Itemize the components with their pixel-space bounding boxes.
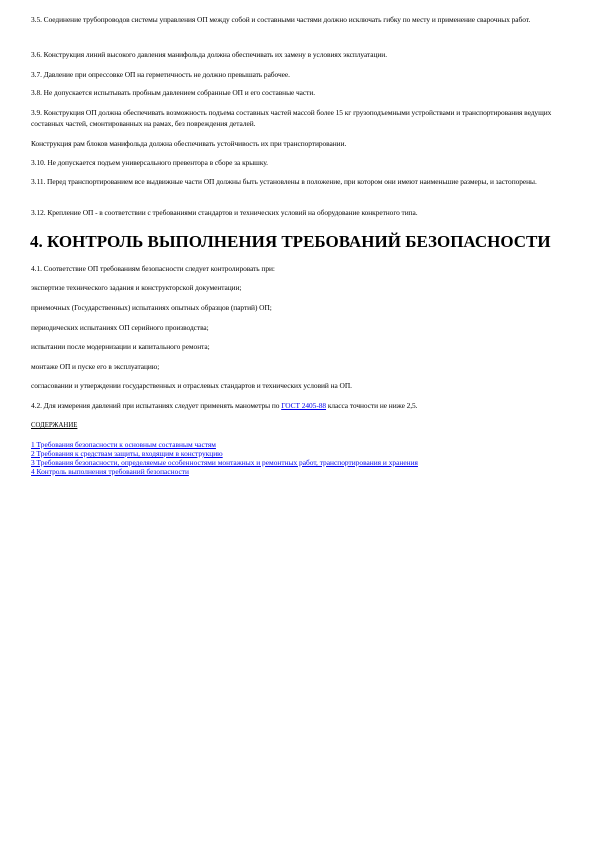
paragraph-3-6: 3.6. Конструкция линий высокого давления манифольда должна обеспечивать их замену в условиях эксплуатации. <box>31 50 388 59</box>
paragraph-3-7: 3.7. Давление при опрессовке ОП на герметичность не должно превышать рабочее. <box>31 70 290 79</box>
toc-link-section-4[interactable]: 4 Контроль выполнения требований безопасности <box>31 467 189 476</box>
gost-2405-88-link[interactable]: ГОСТ 2405-88 <box>281 401 327 410</box>
toc-link-section-3[interactable]: 3 Требования безопасности, определяемые особенностями монтажных и ремонтных работ, транспортирования и хранения <box>31 458 418 467</box>
list-item-acceptance-tests: приемочных (Государственных) испытаниях опытных образцов (партий) ОП; <box>31 303 272 312</box>
list-item-periodic-tests: периодических испытаниях ОП серийного производства; <box>31 323 209 332</box>
paragraph-3-5: 3.5. Соединение трубопроводов системы управления ОП между собой и составными частями должно исключать гибку по месту и применение сварочных работ. <box>31 15 531 24</box>
paragraph-4-2 <box>31 401 567 412</box>
paragraph-4-2-text-after: класса точности не ниже 2,5. <box>326 401 418 410</box>
paragraph-4-1: 4.1. Соответствие ОП требованиям безопасности следует контролировать при: <box>31 264 275 273</box>
toc-link-section-1[interactable]: 1 Требования безопасности к основным составным частям <box>31 440 216 449</box>
list-item-repair-tests: испытании после модернизации и капитального ремонта; <box>31 342 210 351</box>
list-item-standards-approval: согласовании и утверждении государственных и отраслевых стандартов и технических условий на ОП. <box>31 381 352 390</box>
paragraph-3-11: 3.11. Перед транспортированием все выдвижные части ОП должны быть установлены в положение, при котором они имеют наименьшие размеры, и застопорены. <box>31 177 537 186</box>
paragraph-3-10: 3.10. Не допускается подъем универсального превентора в сборе за крышку. <box>31 158 268 167</box>
section-4-heading: 4. КОНТРОЛЬ ВЫПОЛНЕНИЯ ТРЕБОВАНИЙ БЕЗОПАСНОСТИ <box>30 232 551 251</box>
paragraph-3-9-frames: Конструкция рам блоков манифольда должна обеспечивать устойчивость их при транспортировании. <box>31 139 347 148</box>
paragraph-3-8: 3.8. Не допускается испытывать пробным давлением собранные ОП и его составные части. <box>31 88 316 97</box>
table-of-contents <box>31 440 480 476</box>
toc-link-section-2[interactable]: 2 Требования к средствам защиты, входящим в конструкцию <box>31 449 223 458</box>
paragraph-4-2-text-before: 4.2. Для измерения давлений при испытаниях следует применять манометры по <box>31 401 282 410</box>
list-item-installation: монтаже ОП и пуске его в эксплуатацию; <box>31 362 160 371</box>
toc-title: СОДЕРЖАНИЕ <box>31 422 78 429</box>
paragraph-3-9: 3.9. Конструкция ОП должна обеспечивать возможность подъема составных частей массой более 15 кг грузоподъемными устройствами и транспортирования ведущих составных частей, смонтированных на рамах, без повреждения деталей. <box>31 108 552 128</box>
paragraph-3-12: 3.12. Крепление ОП - в соответствии с требованиями стандартов и технических условий на оборудование конкретного типа. <box>31 208 418 217</box>
list-item-expertise: экспертизе технического задания и конструкторской документации; <box>31 283 242 292</box>
